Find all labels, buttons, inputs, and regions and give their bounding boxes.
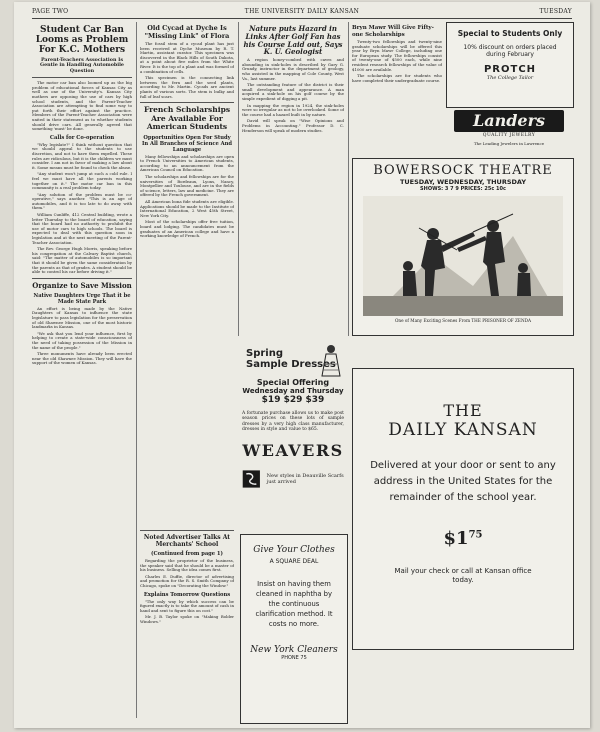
ad-ny-cleaners bbox=[240, 534, 348, 724]
fencing-scene-illustration bbox=[363, 196, 563, 316]
article-paragraph: "We ask that you lend your influence, first by helping to create a state-wide consciousness of the need of taking possession of the Mission in the name of the people." bbox=[32, 330, 132, 350]
headline-french: French Scholarships Are Available For American Students bbox=[143, 105, 231, 132]
article-paragraph: "Any solution of the problem must be co-operative," says another. "This is an age of automobiles, and it is too late to do away with them." bbox=[32, 191, 132, 211]
weavers-dresses: Sample Dresses bbox=[246, 359, 336, 370]
cleaners-sub: A SQUARE DEAL bbox=[269, 558, 319, 565]
ad-bowersock-theatre bbox=[352, 158, 574, 336]
article-paragraph: "Why legislate?" I think without question that we should appeal to the students to use discretion, and not to have them expelled. These rules are ridiculous, but it is the children we must consider. I am not in favor of making a law about it. Some means must be found to check the abuse. bbox=[32, 141, 132, 170]
dress-figure-illustration bbox=[318, 344, 344, 378]
theatre-caption: One of Many Exciting Scenes From THE PRISONER OF ZENDA bbox=[394, 318, 532, 323]
ad-landers-logo: Landers bbox=[454, 110, 564, 132]
masthead: THE UNIVERSITY DAILY KANSAN bbox=[244, 8, 360, 15]
section-heading: Calls for Co-operation bbox=[49, 134, 115, 141]
article-paragraph: In mapping the region in 1924, the sink-holes were so irregular as not to be overlooked. Some of the course had a hazard built in by nature. bbox=[242, 102, 344, 117]
section-heading: Explains Tomorrow Questions bbox=[143, 591, 231, 598]
ad-protch-sub: The College Tailor bbox=[486, 75, 534, 81]
ad-daily-kansan bbox=[352, 368, 574, 650]
ad-landers-note: The Leading Jewelers in Lawrence bbox=[473, 141, 545, 146]
article-paragraph: The outstanding feature of the district is their small development and appearance. A man acquired a sink-hole on his golf course by the simple expedient of digging a pit. bbox=[242, 82, 344, 101]
kansan-body: Delivered at your door or sent to any address in the United States for the remainder of the school year. bbox=[370, 460, 556, 503]
headline-bryn-mawr: Bryn Mawr Will Give Fifty-one Scholarships bbox=[352, 25, 434, 38]
weavers-tag: New styles in Deauville Scarfs just arrived bbox=[266, 472, 344, 485]
cleaners-phone: PHONE 75 bbox=[281, 655, 307, 661]
article-paragraph: Charles E. Duffie, director of advertising and promotion for the R. S. Smith Company of Chicago, spoke on "Decorating the Window." bbox=[140, 573, 234, 588]
kansan-the: THE bbox=[443, 401, 483, 420]
subhead-mission: Native Daughters Urge That it be Made State Park bbox=[33, 292, 131, 305]
subhead-car-ban: Parent-Teachers Association Is Gentle in Handling Automobile Question bbox=[40, 57, 124, 74]
column-2 bbox=[140, 22, 234, 518]
headline-advertiser: Noted Advertiser Talks At Merchants' School bbox=[143, 534, 231, 548]
weavers-brand: WEAVERS bbox=[242, 440, 344, 460]
cleaners-headline: Give Your Clothes bbox=[253, 545, 335, 555]
article-paragraph: Regarding the proprietor of the business, the speaker said that he should be a master of his business. Selling the idea comes first. bbox=[140, 558, 234, 573]
cleaners-body: Insist on having them cleaned in naphtha by the continuous clarification method. It costs no more. bbox=[255, 580, 333, 628]
headline-mission: Organize to Save Mission bbox=[32, 280, 132, 290]
cleaners-brand: New York Cleaners bbox=[250, 645, 338, 655]
weavers-body: A fortunate purchase allows us to make post season prices on these lots of sample dresses by a very high class manufacturer, dresses in style and value to $65. bbox=[242, 411, 344, 433]
ad-landers-sub: QUALITY JEWELRY bbox=[482, 133, 536, 138]
column-4 bbox=[352, 22, 442, 168]
weavers-special: Special Offering bbox=[256, 378, 330, 387]
article-paragraph: The Rev. George Hugh Morris, speaking before his congregation at the Calvary Baptist church, said: "The matter of automobiles is so important that it should be given the same consideration by the parents as that of grades. A student should be able to control his car before driving it." bbox=[32, 246, 132, 275]
article-paragraph: Mr. J. B. Taylor spoke on "Making Bolder Windows." bbox=[140, 614, 234, 624]
weavers-prices: $19 $29 $39 bbox=[261, 395, 325, 405]
ad-protch bbox=[446, 22, 574, 108]
headline-golf: Nature puts Hazard in Links After Golf Fan has his Course Laid out, Says K. U. Geologist bbox=[243, 24, 343, 57]
article-paragraph: David will speak on "Wise Opinions and Problems in Accounting." Professor D. C. Henderson will speak of modern studies. bbox=[242, 118, 344, 133]
weavers-days: Wednesday and Thursday bbox=[242, 387, 344, 395]
article-paragraph: Most of the scholarships offer free tuition, board and lodging. The candidates must be graduates of an American college and have a working knowledge of French. bbox=[140, 219, 234, 239]
ad-landers bbox=[446, 106, 572, 154]
header-page: PAGE TWO bbox=[32, 8, 69, 15]
article-paragraph: The fossil stem of a cycad plant has just been received at Dyche Museum by R. T. Martin, assistant curator. This specimen was discovered in the Black Hills of South Dakota, at a point about five miles from the White River. It is the top of a plant and was formed of a combination of cells. bbox=[140, 41, 234, 74]
article-paragraph: A region honey-combed with caves and abounding in sink-holes is described by Gary G. Grundy, instructor in the department of geology, who assisted in the mapping of Cole County, West Va., last summer. bbox=[242, 57, 344, 81]
headline-cycad: Old Cycad at Dyche Is "Missing Link" of Flora bbox=[144, 24, 230, 40]
kansan-price: $\$1^{75}$ bbox=[443, 528, 483, 549]
article-paragraph: William Cunliffe, 412 Central building, wrote a letter Thursday to the board of education, saying that the board had no authority to prohibit the use of motor cars to high schools. The board is expected to deal with this question soon in legislation and at the next meeting of the Parent-Teacher Association. bbox=[32, 212, 132, 245]
subhead-french: Opportunities Open For Study In All Branches of Science And Language bbox=[141, 134, 233, 153]
scarf-icon bbox=[242, 466, 261, 492]
article-paragraph: This specimen is the connecting link between the fern and the seed plants, according to Mr. Martin. Cycads are ancient plants of various sorts. The stem is bulky and full of leaf scars. bbox=[140, 75, 234, 99]
weavers-spring: Spring bbox=[246, 348, 283, 359]
column-3-lower bbox=[298, 194, 344, 336]
column-2-lower bbox=[140, 527, 234, 720]
ad-weavers bbox=[238, 340, 348, 530]
newspaper-page bbox=[14, 2, 590, 728]
article-paragraph: "The only way by which success can be figured exactly is to take the amount of cash in hand and sent to figure this on cost." bbox=[140, 598, 234, 613]
article-paragraph: Twenty-two fellowships and twenty-nine graduate scholarships will be offered this year by Bryn Mawr College, including one for European study. The fellowships consist of twenty-one of $500 each, while nine resident research fellowships of the value of $1000 are available. bbox=[352, 39, 442, 72]
article-paragraph: An effort is being made by the Native Daughters of Kansas to influence the state legislature to pass legislation for the preservation of old Shawnee Mission, one of the most historic landmarks in Kansas. bbox=[32, 305, 132, 330]
kansan-footer: Mail your check or call at Kansan office today. bbox=[394, 567, 532, 584]
article-paragraph: All American bona fide students are eligible. Applications should be made to the Institute of International Education, 2 West 45th Street, New York City. bbox=[140, 198, 234, 218]
column-1 bbox=[32, 22, 132, 720]
ad-protch-title: Special to Students Only bbox=[457, 29, 563, 38]
article-paragraph: The scholarships are for students who have completed their undergraduate course. bbox=[352, 73, 442, 83]
theatre-name: BOWERSOCK THEATRE bbox=[373, 163, 553, 178]
subhead-advertiser: (Continued from page 1) bbox=[151, 551, 223, 557]
ad-protch-name: PROTCH bbox=[483, 64, 537, 75]
header-day: TUESDAY bbox=[539, 8, 572, 15]
article-paragraph: "Any student won't jump at such a cold rule. I feel we must have all the parents working together on it." The motor car ban in this community is a real problem today. bbox=[32, 171, 132, 191]
page-header bbox=[32, 6, 572, 19]
ad-protch-offer: 10% discount on orders placed during February bbox=[463, 44, 557, 58]
kansan-title: DAILY KANSAN bbox=[388, 420, 538, 440]
article-paragraph: The motor car ban also loomed up as the big problem of educational forces of Kansas City as well as one of the University's. Kansas City mothers are opposing the use of cars by high school students, and the Parent-Teacher Association are attempting to find some way to put forth their effort against the practice. Members of the Parent-Teacher Association were united in their statement as to whether students should drive cars. All generally agreed that something 'must' be done. bbox=[32, 80, 132, 132]
article-paragraph: Three monuments have already been erected near the old Shawnee Mission. They will have the support of the women of Kansas. bbox=[32, 351, 132, 366]
article-paragraph: Many fellowships and scholarships are open to French Universities to American students, according to an announcement from the American Council on Education. bbox=[140, 153, 234, 173]
headline-car-ban: Student Car Ban Looms as Problem For K.C. Mothers bbox=[35, 25, 129, 55]
theatre-days: TUESDAY, WEDNESDAY, THURSDAY bbox=[399, 178, 527, 186]
article-paragraph: The scholarships and fellowships are for the universities of Bordeaux, Lyons, Nancy, Montpellier and Toulouse, and are in the fields of science, letters, law and medicine. They are offered by the French government. bbox=[140, 174, 234, 198]
theatre-shows: SHOWS: 3 7 9 PRICES: 25c 10c bbox=[420, 186, 506, 192]
